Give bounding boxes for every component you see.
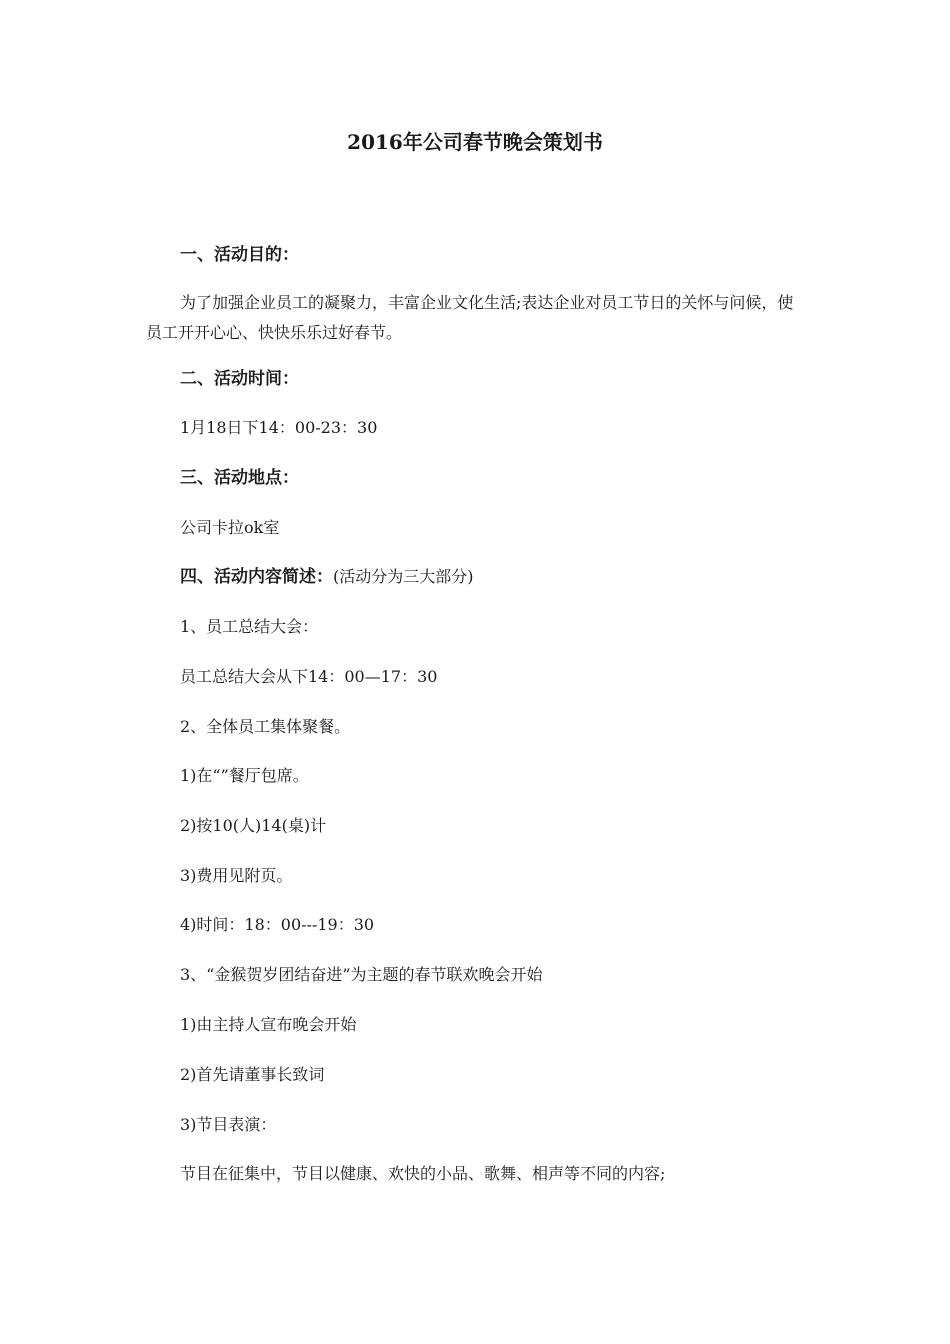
content-line: 3)节目表演：: [180, 1115, 277, 1134]
content-line: 2、全体员工集体聚餐。: [180, 717, 351, 736]
content-line: 员工总结大会从下14：00—17：30: [180, 667, 438, 686]
time-text: 1月18日下14：00-23：30: [180, 418, 378, 437]
content-line: 1)在“”餐厅包席。: [180, 766, 309, 785]
content-line: 3)费用见附页。: [180, 866, 293, 885]
section-heading-time: 二、活动时间：: [180, 369, 299, 389]
location-text: 公司卡拉ok室: [180, 518, 280, 537]
section-heading-content: [180, 566, 474, 588]
document-title: 2016年公司春节晚会策划书: [347, 130, 603, 154]
purpose-paragraph: 为了加强企业员工的凝聚力，丰富企业文化生活;表达企业对员工节日的关怀与问候，使员工开开心心、快快乐乐过好春节。: [146, 293, 794, 342]
content-line: 1)由主持人宣布晚会开始: [180, 1015, 357, 1034]
content-line: 2)首先请董事长致词: [180, 1065, 325, 1084]
content-line: 2)按10(人)14(桌)计: [180, 816, 327, 835]
content-heading-label: 四、活动内容简述：: [180, 567, 333, 587]
section-heading-location: 三、活动地点：: [180, 468, 299, 488]
content-line: 1、员工总结大会：: [180, 617, 319, 636]
content-line: 4)时间：18：00---19：30: [180, 915, 375, 934]
section-heading-purpose: 一、活动目的：: [180, 245, 299, 265]
content-heading-note: (活动分为三大部分): [333, 567, 474, 586]
content-line: 节目在征集中，节目以健康、欢快的小品、歌舞、相声等不同的内容;: [180, 1164, 666, 1183]
content-line: 3、“金猴贺岁团结奋进”为主题的春节联欢晚会开始: [180, 965, 543, 984]
